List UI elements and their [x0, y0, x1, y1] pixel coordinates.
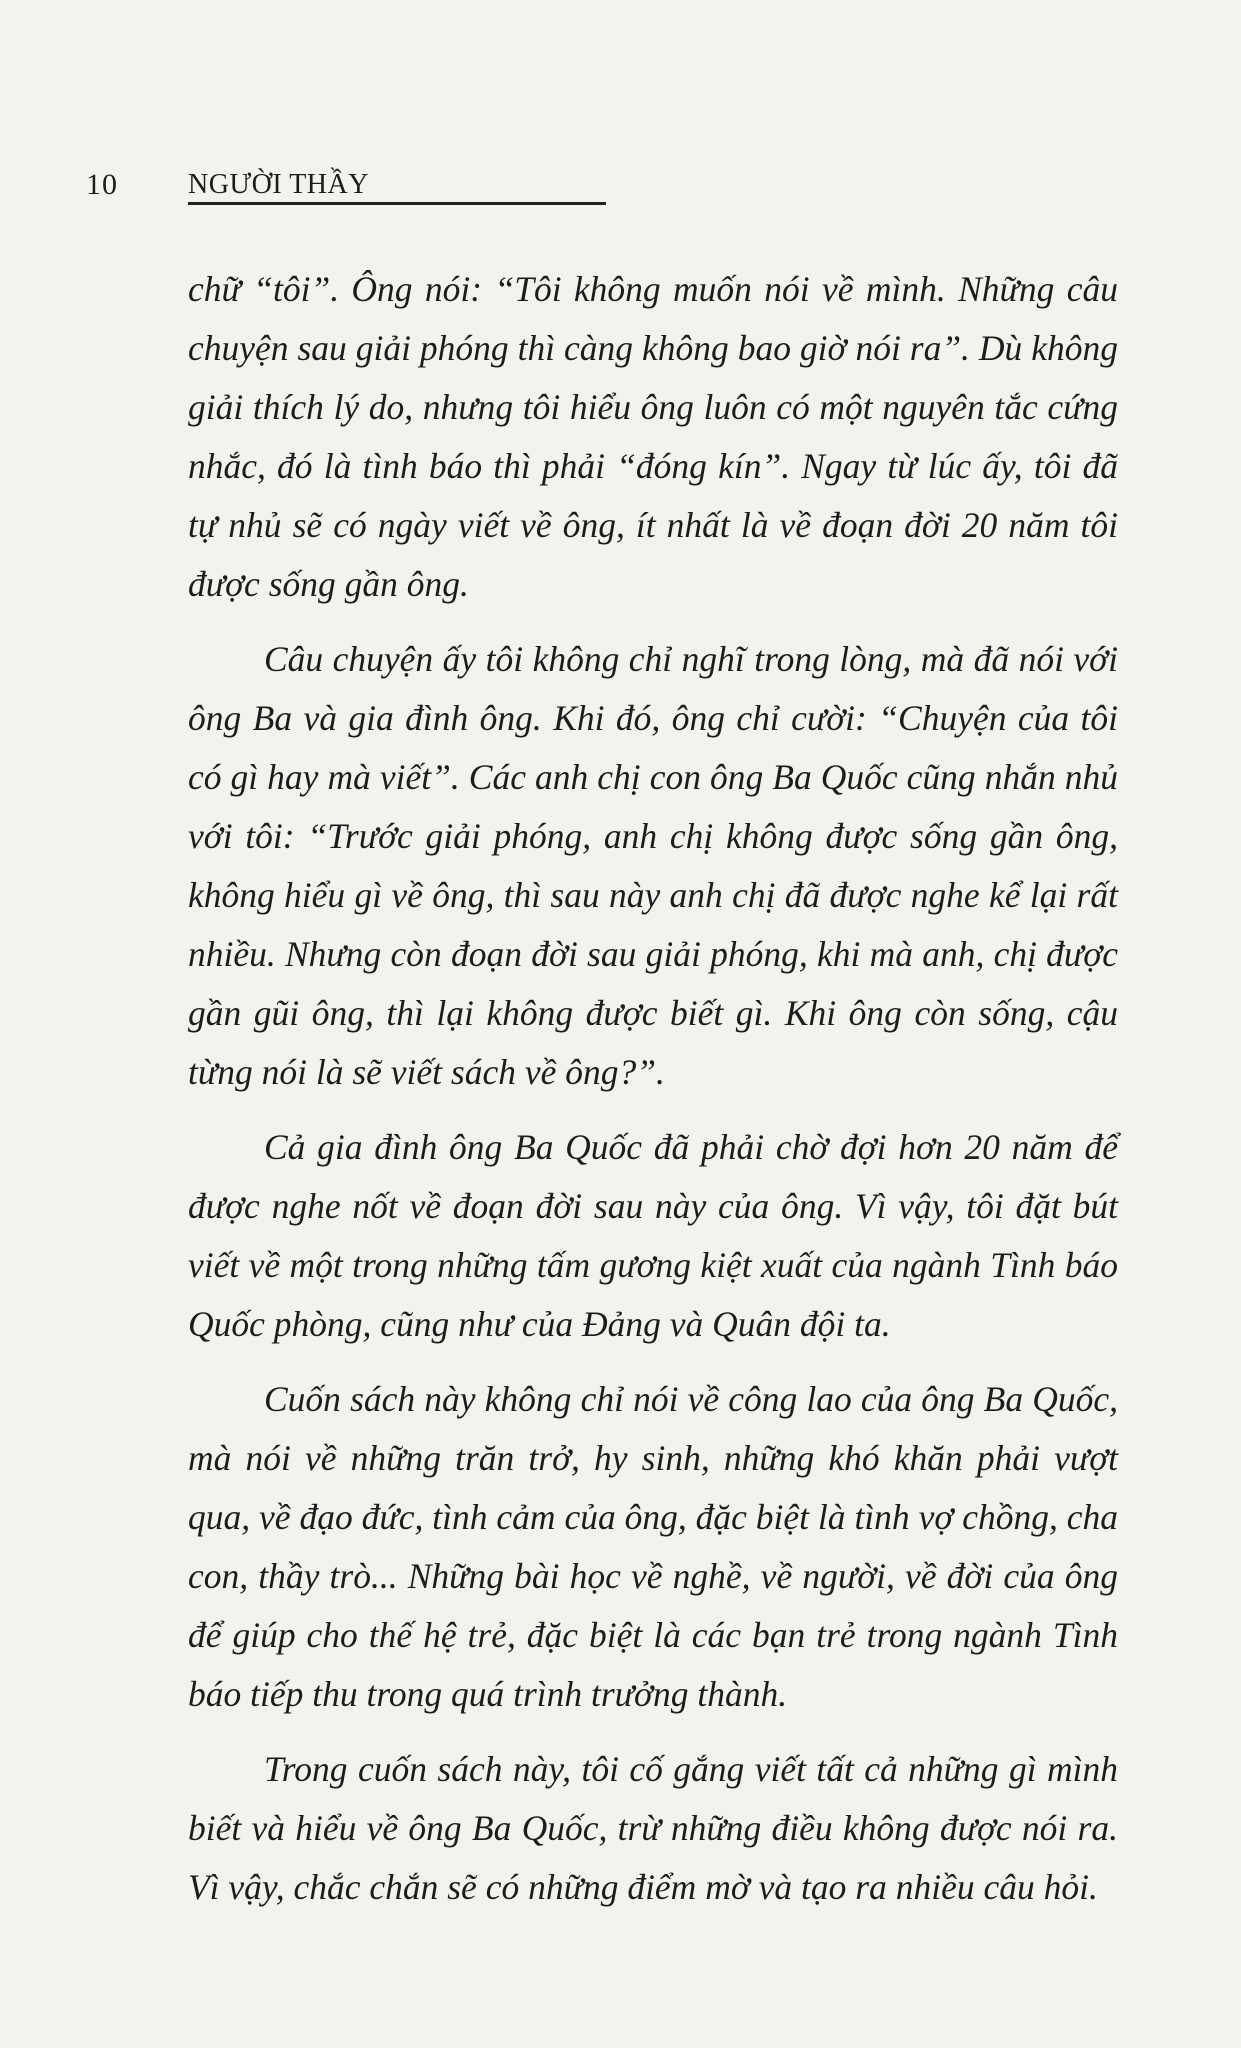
paragraph-1: chữ “tôi”. Ông nói: “Tôi không muốn nói về mình. Những câu chuyện sau giải phóng thì càng không bao giờ nói ra”. Dù không giải thích lý do, nhưng tôi hiểu ông luôn có một nguyên tắc cứng nhắc, đó là tình báo thì phải “đóng kín”. Ngay từ lúc ấy, tôi đã tự nhủ sẽ có ngày viết về ông, ít nhất là về đoạn đời 20 năm tôi được sống gần ông.	[188, 269, 1118, 604]
paragraph-4: Cuốn sách này không chỉ nói về công lao của ông Ba Quốc, mà nói về những trăn trở, hy sinh, những khó khăn phải vượt qua, về đạo đức, tình cảm của ông, đặc biệt là tình vợ chồng, cha con, thầy trò... Những bài học về nghề, về người, về đời của ông để giúp cho thế hệ trẻ, đặc biệt là các bạn trẻ trong ngành Tình báo tiếp thu trong quá trình trưởng thành.	[188, 1379, 1118, 1714]
body-text	[188, 260, 1118, 1917]
paragraph-2: Câu chuyện ấy tôi không chỉ nghĩ trong lòng, mà đã nói với ông Ba và gia đình ông. Khi đó, ông chỉ cười: “Chuyện của tôi có gì hay mà viết”. Các anh chị con ông Ba Quốc cũng nhắn nhủ với tôi: “Trước giải phóng, anh chị không được sống gần ông, không hiểu gì về ông, thì sau này anh chị đã được nghe kể lại rất nhiều. Nhưng còn đoạn đời sau giải phóng, khi mà anh, chị được gần gũi ông, thì lại không được biết gì. Khi ông còn sống, cậu từng nói là sẽ viết sách về ông?”.	[188, 639, 1118, 1092]
paragraph-5: Trong cuốn sách này, tôi cố gắng viết tất cả những gì mình biết và hiểu về ông Ba Quốc, trừ những điều không được nói ra. Vì vậy, chắc chắn sẽ có những điểm mờ và tạo ra nhiều câu hỏi.	[188, 1749, 1118, 1907]
paragraph-3: Cả gia đình ông Ba Quốc đã phải chờ đợi hơn 20 năm để được nghe nốt về đoạn đời sau này của ông. Vì vậy, tôi đặt bút viết về một trong những tấm gương kiệt xuất của ngành Tình báo Quốc phòng, cũng như của Đảng và Quân đội ta.	[188, 1127, 1118, 1344]
page-number: 10	[86, 168, 118, 201]
header-rule	[188, 202, 606, 205]
running-title: NGƯỜI THẦY	[188, 169, 369, 200]
running-head	[86, 162, 606, 208]
